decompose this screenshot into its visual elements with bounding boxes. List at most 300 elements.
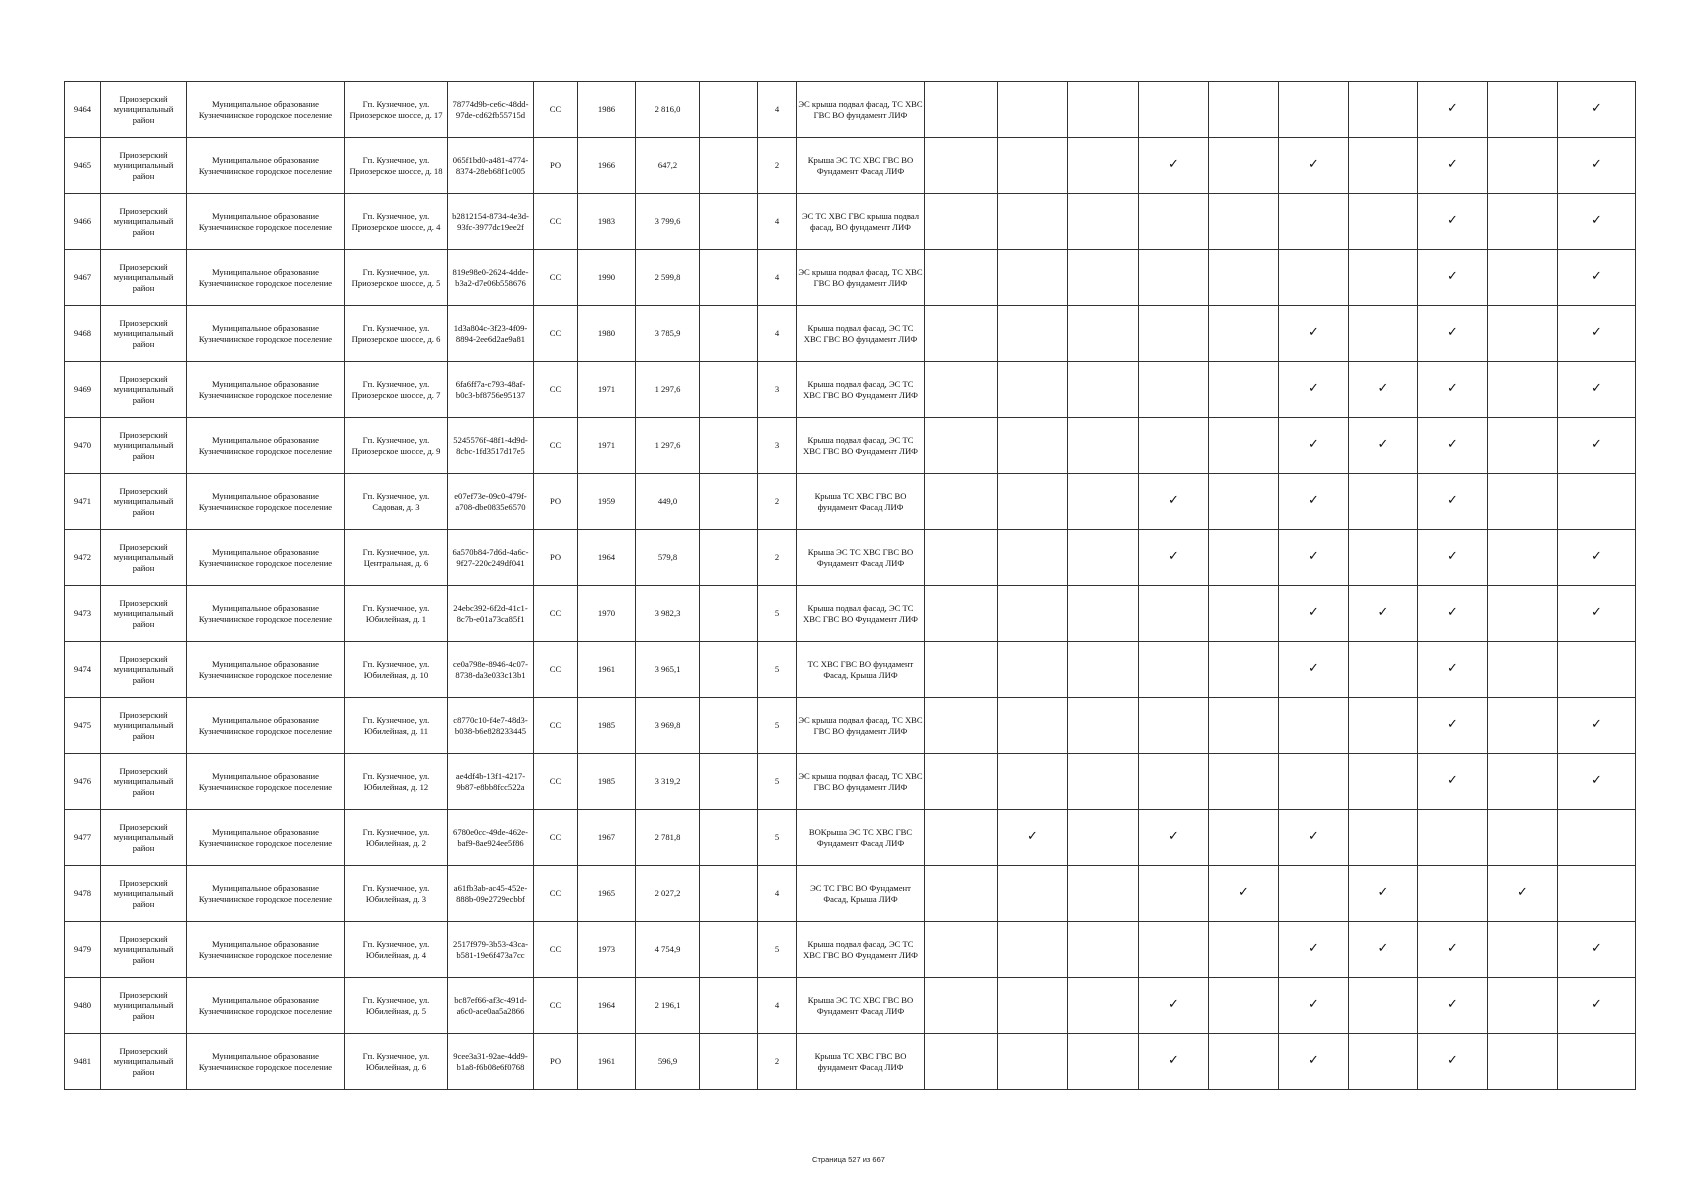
empty-check-cell — [1349, 250, 1418, 306]
empty-check-cell — [1209, 194, 1279, 250]
house-type-cell: РО — [534, 530, 578, 586]
checkmark-icon: ✓ — [1558, 194, 1636, 250]
empty-check-cell — [1068, 810, 1139, 866]
row-number: 9478 — [65, 866, 101, 922]
house-type-cell: СС — [534, 698, 578, 754]
municipality-cell: Муниципальное образование Кузнечнинское городское поселение — [187, 82, 345, 138]
empty-check-cell — [1349, 194, 1418, 250]
area-cell: 2 781,8 — [636, 810, 700, 866]
empty-cell — [700, 1034, 758, 1090]
empty-check-cell — [925, 866, 998, 922]
address-cell: Гп. Кузнечное, ул. Юбилейная, д. 12 — [345, 754, 448, 810]
empty-check-cell — [1139, 418, 1209, 474]
empty-check-cell — [925, 1034, 998, 1090]
checkmark-icon: ✓ — [1139, 530, 1209, 586]
empty-check-cell — [998, 866, 1068, 922]
empty-cell — [700, 250, 758, 306]
empty-cell — [700, 922, 758, 978]
area-cell: 647,2 — [636, 138, 700, 194]
empty-check-cell — [1209, 530, 1279, 586]
empty-check-cell — [1488, 810, 1558, 866]
checkmark-icon: ✓ — [1418, 418, 1488, 474]
empty-check-cell — [1068, 698, 1139, 754]
empty-check-cell — [1068, 922, 1139, 978]
district-cell: Приозерский муниципальный район — [101, 306, 187, 362]
empty-check-cell — [1209, 754, 1279, 810]
empty-cell — [700, 642, 758, 698]
checkmark-icon: ✓ — [1558, 418, 1636, 474]
checkmark-icon: ✓ — [1279, 810, 1349, 866]
house-guid-cell: 6a570b84-7d6d-4a6c-9f27-220c249df041 — [448, 530, 534, 586]
address-cell: Гп. Кузнечное, ул. Юбилейная, д. 11 — [345, 698, 448, 754]
empty-cell — [700, 978, 758, 1034]
empty-check-cell — [1279, 698, 1349, 754]
works-cell: ЭС крыша подвал фасад, ТС ХВС ГВС ВО фундамент ЛИФ — [797, 82, 925, 138]
municipality-cell: Муниципальное образование Кузнечнинское городское поселение — [187, 978, 345, 1034]
checkmark-icon: ✓ — [1558, 82, 1636, 138]
build-year-cell: 1973 — [578, 922, 636, 978]
empty-cell — [700, 698, 758, 754]
row-number: 9472 — [65, 530, 101, 586]
row-number: 9477 — [65, 810, 101, 866]
house-guid-cell: 2517f979-3b53-43ca-b581-19e6f473a7cc — [448, 922, 534, 978]
table-row — [65, 418, 1636, 474]
municipality-cell: Муниципальное образование Кузнечнинское городское поселение — [187, 138, 345, 194]
row-number: 9465 — [65, 138, 101, 194]
empty-cell — [700, 754, 758, 810]
area-cell: 3 319,2 — [636, 754, 700, 810]
house-type-cell: СС — [534, 194, 578, 250]
address-cell: Гп. Кузнечное, ул. Юбилейная, д. 5 — [345, 978, 448, 1034]
house-guid-cell: 5245576f-48f1-4d9d-8cbc-1fd3517d17e5 — [448, 418, 534, 474]
floors-cell: 4 — [758, 82, 797, 138]
build-year-cell: 1980 — [578, 306, 636, 362]
works-cell: Крыша подвал фасад, ЭС ТС ХВС ГВС ВО Фундамент ЛИФ — [797, 922, 925, 978]
empty-check-cell — [1488, 586, 1558, 642]
empty-check-cell — [1488, 754, 1558, 810]
area-cell: 2 196,1 — [636, 978, 700, 1034]
area-cell: 1 297,6 — [636, 418, 700, 474]
checkmark-icon: ✓ — [1139, 810, 1209, 866]
works-cell: ЭС ТС ХВС ГВС крыша подвал фасад, ВО фундамент ЛИФ — [797, 194, 925, 250]
checkmark-icon: ✓ — [1349, 586, 1418, 642]
works-cell: Крыша ТС ХВС ГВС ВО фундамент Фасад ЛИФ — [797, 474, 925, 530]
house-guid-cell: e07ef73e-09c0-479f-a708-dbe0835e6570 — [448, 474, 534, 530]
empty-check-cell — [925, 418, 998, 474]
checkmark-icon: ✓ — [1418, 1034, 1488, 1090]
table-row — [65, 82, 1636, 138]
build-year-cell: 1986 — [578, 82, 636, 138]
empty-check-cell — [998, 418, 1068, 474]
house-guid-cell: bc87ef66-af3c-491d-a6c0-ace0aa5a2866 — [448, 978, 534, 1034]
empty-check-cell — [998, 306, 1068, 362]
empty-check-cell — [1558, 1034, 1636, 1090]
checkmark-icon: ✓ — [1418, 82, 1488, 138]
floors-cell: 2 — [758, 530, 797, 586]
empty-check-cell — [925, 642, 998, 698]
house-type-cell: СС — [534, 754, 578, 810]
build-year-cell: 1970 — [578, 586, 636, 642]
empty-check-cell — [925, 754, 998, 810]
checkmark-icon: ✓ — [1279, 1034, 1349, 1090]
works-cell: ЭС крыша подвал фасад, ТС ХВС ГВС ВО фундамент ЛИФ — [797, 698, 925, 754]
area-cell: 579,8 — [636, 530, 700, 586]
empty-check-cell — [1139, 586, 1209, 642]
empty-check-cell — [998, 642, 1068, 698]
district-cell: Приозерский муниципальный район — [101, 866, 187, 922]
district-cell: Приозерский муниципальный район — [101, 1034, 187, 1090]
floors-cell: 4 — [758, 866, 797, 922]
table-row — [65, 586, 1636, 642]
empty-check-cell — [1209, 250, 1279, 306]
table-row — [65, 194, 1636, 250]
checkmark-icon: ✓ — [1558, 362, 1636, 418]
empty-check-cell — [1139, 754, 1209, 810]
floors-cell: 5 — [758, 922, 797, 978]
empty-check-cell — [1349, 642, 1418, 698]
row-number: 9471 — [65, 474, 101, 530]
municipality-cell: Муниципальное образование Кузнечнинское городское поселение — [187, 586, 345, 642]
empty-check-cell — [1209, 922, 1279, 978]
works-cell: Крыша подвал фасад, ЭС ТС ХВС ГВС ВО Фундамент ЛИФ — [797, 586, 925, 642]
empty-check-cell — [1279, 194, 1349, 250]
empty-cell — [700, 474, 758, 530]
house-type-cell: СС — [534, 586, 578, 642]
empty-check-cell — [1349, 82, 1418, 138]
district-cell: Приозерский муниципальный район — [101, 82, 187, 138]
house-type-cell: РО — [534, 1034, 578, 1090]
district-cell: Приозерский муниципальный район — [101, 754, 187, 810]
checkmark-icon: ✓ — [1349, 418, 1418, 474]
house-type-cell: СС — [534, 810, 578, 866]
empty-check-cell — [1279, 866, 1349, 922]
works-cell: Крыша ЭС ТС ХВС ГВС ВО Фундамент Фасад ЛИФ — [797, 138, 925, 194]
row-number: 9468 — [65, 306, 101, 362]
checkmark-icon: ✓ — [1418, 642, 1488, 698]
checkmark-icon: ✓ — [1139, 1034, 1209, 1090]
empty-check-cell — [998, 586, 1068, 642]
table-row — [65, 306, 1636, 362]
empty-check-cell — [1349, 1034, 1418, 1090]
empty-check-cell — [1209, 978, 1279, 1034]
district-cell: Приозерский муниципальный район — [101, 810, 187, 866]
house-guid-cell: ce0a798e-8946-4c07-8738-da3e033c13b1 — [448, 642, 534, 698]
empty-check-cell — [1488, 978, 1558, 1034]
works-cell: ЭС крыша подвал фасад, ТС ХВС ГВС ВО фундамент ЛИФ — [797, 250, 925, 306]
checkmark-icon: ✓ — [1558, 306, 1636, 362]
build-year-cell: 1971 — [578, 362, 636, 418]
empty-check-cell — [1139, 82, 1209, 138]
house-type-cell: РО — [534, 474, 578, 530]
checkmark-icon: ✓ — [1418, 194, 1488, 250]
house-guid-cell: c8770c10-f4e7-48d3-b038-b6e828233445 — [448, 698, 534, 754]
empty-check-cell — [1209, 698, 1279, 754]
empty-cell — [700, 138, 758, 194]
housing-register-table — [64, 81, 1636, 1090]
checkmark-icon: ✓ — [1279, 586, 1349, 642]
empty-check-cell — [1558, 810, 1636, 866]
district-cell: Приозерский муниципальный район — [101, 362, 187, 418]
empty-check-cell — [1068, 474, 1139, 530]
address-cell: Гп. Кузнечное, ул. Приозерское шоссе, д. 9 — [345, 418, 448, 474]
checkmark-icon: ✓ — [1139, 138, 1209, 194]
district-cell: Приозерский муниципальный район — [101, 698, 187, 754]
empty-check-cell — [1558, 474, 1636, 530]
empty-check-cell — [998, 698, 1068, 754]
address-cell: Гп. Кузнечное, ул. Юбилейная, д. 1 — [345, 586, 448, 642]
empty-check-cell — [1488, 642, 1558, 698]
checkmark-icon: ✓ — [1279, 474, 1349, 530]
empty-check-cell — [1488, 922, 1558, 978]
row-number: 9473 — [65, 586, 101, 642]
address-cell: Гп. Кузнечное, ул. Центральная, д. 6 — [345, 530, 448, 586]
checkmark-icon: ✓ — [1279, 138, 1349, 194]
district-cell: Приозерский муниципальный район — [101, 922, 187, 978]
empty-check-cell — [1349, 306, 1418, 362]
build-year-cell: 1971 — [578, 418, 636, 474]
house-guid-cell: 065f1bd0-a481-4774-8374-28eb68f1c005 — [448, 138, 534, 194]
table-row — [65, 866, 1636, 922]
empty-check-cell — [1349, 138, 1418, 194]
area-cell: 3 969,8 — [636, 698, 700, 754]
empty-check-cell — [925, 922, 998, 978]
row-number: 9466 — [65, 194, 101, 250]
area-cell: 2 027,2 — [636, 866, 700, 922]
build-year-cell: 1966 — [578, 138, 636, 194]
table-row — [65, 698, 1636, 754]
district-cell: Приозерский муниципальный район — [101, 194, 187, 250]
build-year-cell: 1967 — [578, 810, 636, 866]
checkmark-icon: ✓ — [1558, 250, 1636, 306]
checkmark-icon: ✓ — [1349, 866, 1418, 922]
build-year-cell: 1961 — [578, 642, 636, 698]
build-year-cell: 1983 — [578, 194, 636, 250]
row-number: 9480 — [65, 978, 101, 1034]
floors-cell: 4 — [758, 306, 797, 362]
empty-check-cell — [1209, 810, 1279, 866]
empty-check-cell — [1349, 810, 1418, 866]
empty-check-cell — [1279, 754, 1349, 810]
empty-check-cell — [1209, 138, 1279, 194]
empty-check-cell — [998, 754, 1068, 810]
district-cell: Приозерский муниципальный район — [101, 474, 187, 530]
house-guid-cell: 6fa6ff7a-c793-48af-b0c3-bf8756e95137 — [448, 362, 534, 418]
works-cell: ТС ХВС ГВС ВО фундамент Фасад, Крыша ЛИФ — [797, 642, 925, 698]
row-number: 9474 — [65, 642, 101, 698]
checkmark-icon: ✓ — [1558, 754, 1636, 810]
empty-check-cell — [998, 362, 1068, 418]
table-row — [65, 978, 1636, 1034]
empty-check-cell — [1488, 138, 1558, 194]
floors-cell: 5 — [758, 698, 797, 754]
empty-check-cell — [998, 530, 1068, 586]
house-guid-cell: 78774d9b-ce6c-48dd-97de-cd62fb55715d — [448, 82, 534, 138]
checkmark-icon: ✓ — [1279, 418, 1349, 474]
house-guid-cell: a61fb3ab-ac45-452e-888b-09e2729ecbbf — [448, 866, 534, 922]
house-type-cell: СС — [534, 362, 578, 418]
floors-cell: 4 — [758, 194, 797, 250]
municipality-cell: Муниципальное образование Кузнечнинское городское поселение — [187, 306, 345, 362]
empty-check-cell — [1209, 642, 1279, 698]
table-row — [65, 922, 1636, 978]
empty-cell — [700, 810, 758, 866]
municipality-cell: Муниципальное образование Кузнечнинское городское поселение — [187, 530, 345, 586]
empty-cell — [700, 530, 758, 586]
build-year-cell: 1964 — [578, 530, 636, 586]
works-cell: Крыша ТС ХВС ГВС ВО фундамент Фасад ЛИФ — [797, 1034, 925, 1090]
checkmark-icon: ✓ — [1558, 978, 1636, 1034]
empty-check-cell — [1349, 474, 1418, 530]
empty-check-cell — [1418, 866, 1488, 922]
works-cell: Крыша подвал фасад, ЭС ТС ХВС ГВС ВО фундамент ЛИФ — [797, 306, 925, 362]
floors-cell: 5 — [758, 754, 797, 810]
row-number: 9467 — [65, 250, 101, 306]
municipality-cell: Муниципальное образование Кузнечнинское городское поселение — [187, 866, 345, 922]
empty-check-cell — [998, 194, 1068, 250]
checkmark-icon: ✓ — [1139, 978, 1209, 1034]
municipality-cell: Муниципальное образование Кузнечнинское городское поселение — [187, 642, 345, 698]
table-row — [65, 642, 1636, 698]
table-row — [65, 138, 1636, 194]
empty-check-cell — [998, 922, 1068, 978]
checkmark-icon: ✓ — [1349, 362, 1418, 418]
checkmark-icon: ✓ — [1279, 530, 1349, 586]
empty-cell — [700, 194, 758, 250]
house-type-cell: СС — [534, 250, 578, 306]
empty-check-cell — [1068, 250, 1139, 306]
floors-cell: 5 — [758, 642, 797, 698]
empty-check-cell — [1279, 250, 1349, 306]
municipality-cell: Муниципальное образование Кузнечнинское городское поселение — [187, 754, 345, 810]
house-type-cell: СС — [534, 418, 578, 474]
empty-check-cell — [1068, 362, 1139, 418]
row-number: 9476 — [65, 754, 101, 810]
table-row — [65, 250, 1636, 306]
floors-cell: 3 — [758, 418, 797, 474]
house-guid-cell: 9cee3a31-92ae-4dd9-b1a8-f6b08e6f0768 — [448, 1034, 534, 1090]
empty-check-cell — [1488, 698, 1558, 754]
floors-cell: 5 — [758, 586, 797, 642]
empty-check-cell — [925, 698, 998, 754]
works-cell: Крыша ЭС ТС ХВС ГВС ВО Фундамент Фасад ЛИФ — [797, 530, 925, 586]
area-cell: 3 965,1 — [636, 642, 700, 698]
empty-check-cell — [1488, 250, 1558, 306]
checkmark-icon: ✓ — [1418, 922, 1488, 978]
municipality-cell: Муниципальное образование Кузнечнинское городское поселение — [187, 362, 345, 418]
empty-check-cell — [925, 194, 998, 250]
address-cell: Гп. Кузнечное, ул. Садовая, д. 3 — [345, 474, 448, 530]
municipality-cell: Муниципальное образование Кузнечнинское городское поселение — [187, 474, 345, 530]
works-cell: ЭС ТС ГВС ВО Фундамент Фасад, Крыша ЛИФ — [797, 866, 925, 922]
house-guid-cell: 6780e0cc-49de-462e-baf9-8ae924ee5f86 — [448, 810, 534, 866]
empty-check-cell — [998, 82, 1068, 138]
district-cell: Приозерский муниципальный район — [101, 530, 187, 586]
district-cell: Приозерский муниципальный район — [101, 138, 187, 194]
empty-check-cell — [1139, 698, 1209, 754]
checkmark-icon: ✓ — [1349, 922, 1418, 978]
area-cell: 3 785,9 — [636, 306, 700, 362]
empty-check-cell — [1418, 810, 1488, 866]
empty-check-cell — [1068, 754, 1139, 810]
empty-check-cell — [925, 306, 998, 362]
checkmark-icon: ✓ — [1279, 922, 1349, 978]
row-number: 9469 — [65, 362, 101, 418]
checkmark-icon: ✓ — [1279, 978, 1349, 1034]
empty-check-cell — [1068, 306, 1139, 362]
empty-check-cell — [1139, 866, 1209, 922]
checkmark-icon: ✓ — [1209, 866, 1279, 922]
empty-check-cell — [1209, 418, 1279, 474]
checkmark-icon: ✓ — [1418, 978, 1488, 1034]
address-cell: Гп. Кузнечное, ул. Юбилейная, д. 6 — [345, 1034, 448, 1090]
empty-check-cell — [1068, 418, 1139, 474]
district-cell: Приозерский муниципальный район — [101, 418, 187, 474]
empty-check-cell — [925, 474, 998, 530]
build-year-cell: 1964 — [578, 978, 636, 1034]
checkmark-icon: ✓ — [1418, 138, 1488, 194]
empty-check-cell — [1068, 978, 1139, 1034]
empty-check-cell — [1139, 362, 1209, 418]
checkmark-icon: ✓ — [1558, 698, 1636, 754]
empty-check-cell — [1488, 194, 1558, 250]
works-cell: Крыша ЭС ТС ХВС ГВС ВО Фундамент Фасад ЛИФ — [797, 978, 925, 1034]
empty-check-cell — [998, 1034, 1068, 1090]
empty-check-cell — [1488, 418, 1558, 474]
table-row — [65, 1034, 1636, 1090]
municipality-cell: Муниципальное образование Кузнечнинское городское поселение — [187, 1034, 345, 1090]
municipality-cell: Муниципальное образование Кузнечнинское городское поселение — [187, 418, 345, 474]
empty-check-cell — [1068, 138, 1139, 194]
empty-check-cell — [1139, 922, 1209, 978]
empty-check-cell — [925, 810, 998, 866]
address-cell: Гп. Кузнечное, ул. Приозерское шоссе, д. 6 — [345, 306, 448, 362]
empty-check-cell — [1488, 530, 1558, 586]
checkmark-icon: ✓ — [1558, 586, 1636, 642]
area-cell: 2 816,0 — [636, 82, 700, 138]
empty-cell — [700, 418, 758, 474]
empty-check-cell — [1349, 698, 1418, 754]
house-type-cell: СС — [534, 642, 578, 698]
area-cell: 596,9 — [636, 1034, 700, 1090]
empty-check-cell — [998, 474, 1068, 530]
empty-check-cell — [1068, 1034, 1139, 1090]
house-guid-cell: 24ebc392-6f2d-41c1-8c7b-e01a73ca85f1 — [448, 586, 534, 642]
works-cell: ЭС крыша подвал фасад, ТС ХВС ГВС ВО фундамент ЛИФ — [797, 754, 925, 810]
house-guid-cell: 819e98e0-2624-4dde-b3a2-d7e06b558676 — [448, 250, 534, 306]
row-number: 9470 — [65, 418, 101, 474]
floors-cell: 4 — [758, 978, 797, 1034]
checkmark-icon: ✓ — [1558, 530, 1636, 586]
district-cell: Приозерский муниципальный район — [101, 250, 187, 306]
empty-check-cell — [1068, 82, 1139, 138]
empty-check-cell — [1209, 1034, 1279, 1090]
municipality-cell: Муниципальное образование Кузнечнинское городское поселение — [187, 810, 345, 866]
empty-cell — [700, 586, 758, 642]
empty-check-cell — [1488, 474, 1558, 530]
address-cell: Гп. Кузнечное, ул. Юбилейная, д. 4 — [345, 922, 448, 978]
municipality-cell: Муниципальное образование Кузнечнинское городское поселение — [187, 922, 345, 978]
empty-check-cell — [1488, 1034, 1558, 1090]
empty-check-cell — [1139, 642, 1209, 698]
empty-check-cell — [1068, 642, 1139, 698]
empty-check-cell — [998, 250, 1068, 306]
works-cell: Крыша подвал фасад, ЭС ТС ХВС ГВС ВО Фундамент ЛИФ — [797, 362, 925, 418]
empty-check-cell — [1279, 82, 1349, 138]
area-cell: 1 297,6 — [636, 362, 700, 418]
row-number: 9481 — [65, 1034, 101, 1090]
floors-cell: 5 — [758, 810, 797, 866]
row-number: 9479 — [65, 922, 101, 978]
